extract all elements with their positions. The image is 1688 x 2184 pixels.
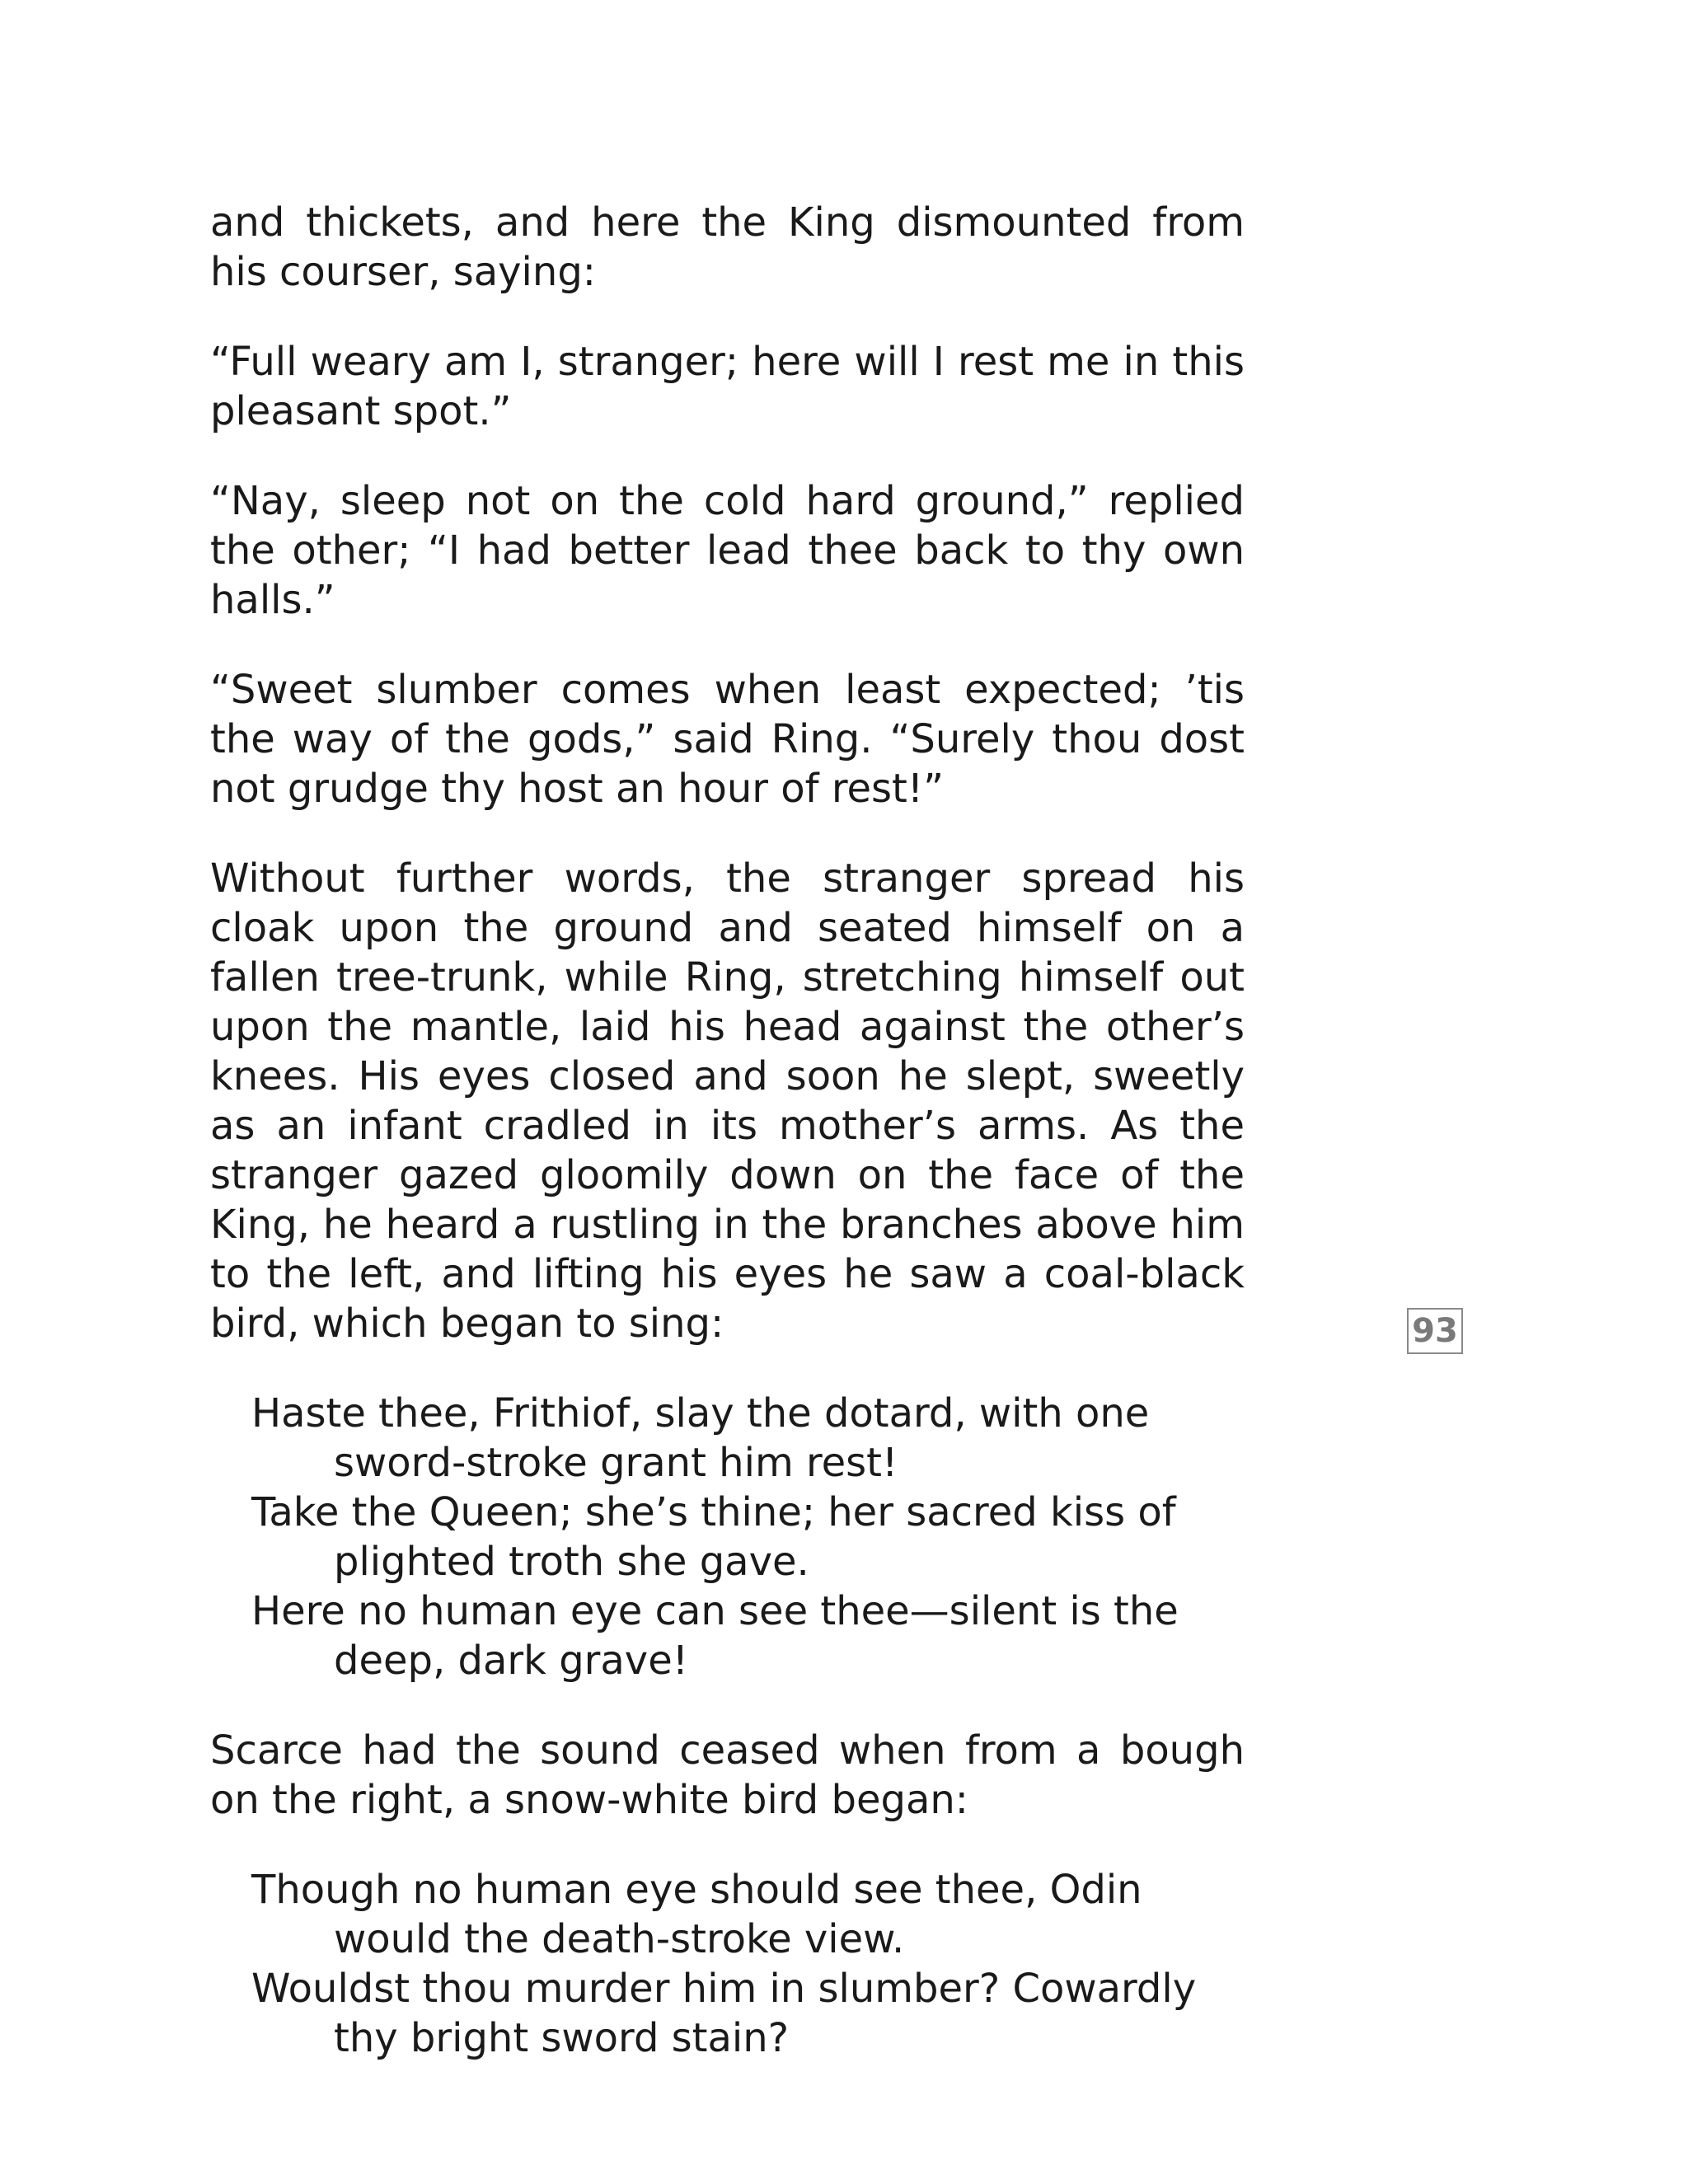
paragraph-4: “Sweet slumber comes when least expected; ’tis the way of the gods,” said Ring. “Surely thou dost not grudge thy host an hour of rest!” <box>210 667 1245 812</box>
text-column <box>210 198 1245 2103</box>
verse-line: Here no human eye can see thee—silent is the deep, dark grave! <box>251 1588 1179 1684</box>
verse-black-bird <box>210 1389 1245 1685</box>
paragraph-2: “Full weary am I, stranger; here will I rest me in this pleasant spot.” <box>210 339 1245 434</box>
verse-line: Take the Queen; she’s thine; her sacred kiss of plighted troth she gave. <box>251 1489 1176 1585</box>
paragraph-5: Without further words, the stranger spread his cloak upon the ground and seated himself on a fallen tree-trunk, while Ring, stretching himself out upon the mantle, laid his head against the other’s knees. His eyes closed and soon he slept, sweetly as an infant cradled in its mother’s arms. As the stranger gazed gloomily down on the face of the King, he heard a rustling in the branches above him to the left, and lifting his eyes he saw a coal-black bird, which began to sing: <box>210 855 1245 1347</box>
paragraph-1: and thickets, and here the King dismounted from his courser, saying: <box>210 199 1245 295</box>
verse-line: Haste thee, Frithiof, slay the dotard, with one sword-stroke grant him rest! <box>251 1390 1150 1486</box>
paragraph-6: Scarce had the sound ceased when from a bough on the right, a snow-white bird began: <box>210 1727 1245 1823</box>
verse-white-bird <box>210 1865 1245 2063</box>
verse-line: Though no human eye should see thee, Odin would the death-stroke view. <box>251 1867 1142 1962</box>
paragraph-3: “Nay, sleep not on the cold hard ground,” replied the other; “I had better lead thee back to thy own halls.” <box>210 478 1245 623</box>
page-number: 93 <box>1407 1308 1463 1354</box>
verse-line: Wouldst thou murder him in slumber? Cowardly thy bright sword stain? <box>251 1966 1197 2061</box>
